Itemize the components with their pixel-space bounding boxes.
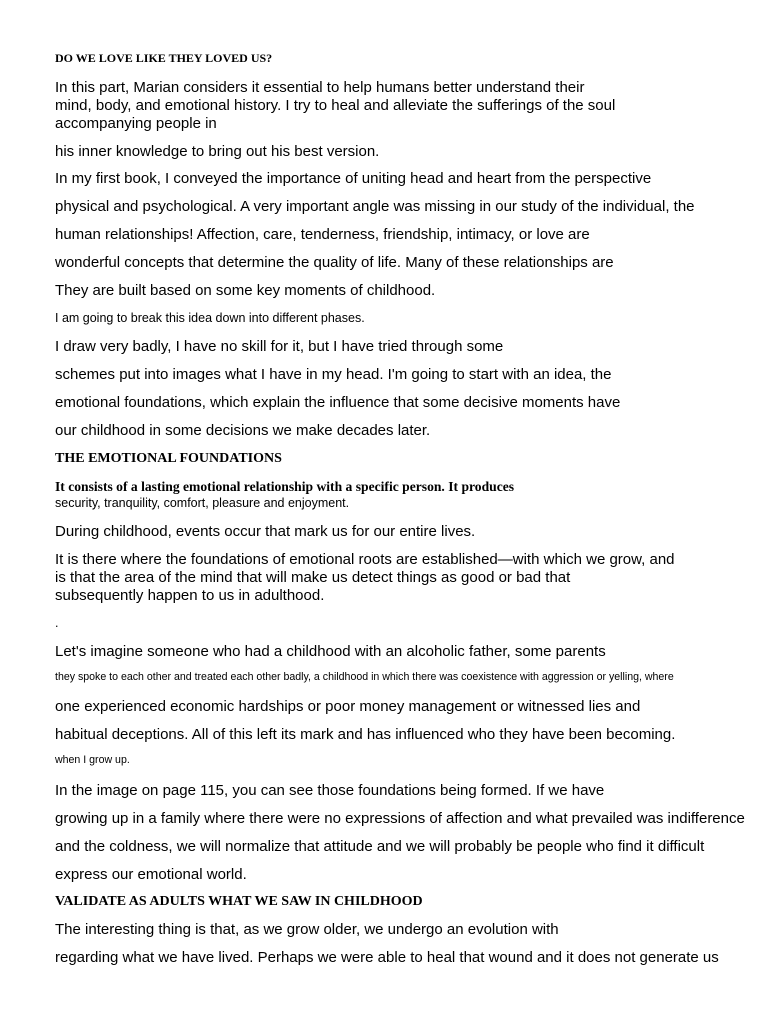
- paragraph-line: accompanying people in: [55, 115, 217, 132]
- document-title: DO WE LOVE LIKE THEY LOVED US?: [55, 51, 273, 65]
- paragraph-line: They are built based on some key moments of childhood.: [55, 282, 436, 299]
- stray-dot: .: [55, 616, 59, 630]
- paragraph-line: In this part, Marian considers it essential to help humans better understand their: [55, 79, 585, 96]
- paragraph-line: growing up in a family where there were no expressions of affection and what prevailed was indifference: [55, 810, 745, 827]
- paragraph-line: I am going to break this idea down into different phases.: [55, 311, 365, 325]
- paragraph-line: In the image on page 115, you can see those foundations being formed. If we have: [55, 782, 605, 799]
- paragraph-line: and the coldness, we will normalize that attitude and we will probably be people who find it difficult: [55, 838, 705, 855]
- paragraph-line: In my first book, I conveyed the importance of uniting head and heart from the perspective: [55, 170, 652, 187]
- paragraph-line: human relationships! Affection, care, tenderness, friendship, intimacy, or love are: [55, 226, 590, 243]
- section-lead-continued: security, tranquility, comfort, pleasure and enjoyment.: [55, 496, 350, 510]
- paragraph-line: The interesting thing is that, as we grow older, we undergo an evolution with: [55, 921, 559, 938]
- paragraph-line: his inner knowledge to bring out his best version.: [55, 143, 380, 160]
- paragraph-line: It is there where the foundations of emotional roots are established—with which we grow, and: [55, 551, 675, 568]
- paragraph-line-small: they spoke to each other and treated each other badly, a childhood in which there was coexistence with aggression or yelling, where: [55, 671, 674, 683]
- paragraph-line: regarding what we have lived. Perhaps we were able to heal that wound and it does not generate us: [55, 949, 719, 966]
- paragraph-line: Let's imagine someone who had a childhood with an alcoholic father, some parents: [55, 643, 606, 660]
- paragraph-line: I draw very badly, I have no skill for it, but I have tried through some: [55, 338, 504, 355]
- section-lead: It consists of a lasting emotional relationship with a specific person. It produces: [55, 479, 515, 494]
- paragraph-line: mind, body, and emotional history. I try to heal and alleviate the sufferings of the soul: [55, 97, 616, 114]
- paragraph-line-small: when I grow up.: [55, 754, 130, 766]
- paragraph-line: habitual deceptions. All of this left its mark and has influenced who they have been becoming.: [55, 726, 676, 743]
- paragraph-line: is that the area of the mind that will make us detect things as good or bad that: [55, 569, 571, 586]
- paragraph-line: emotional foundations, which explain the influence that some decisive moments have: [55, 394, 621, 411]
- paragraph-line: wonderful concepts that determine the quality of life. Many of these relationships are: [55, 254, 614, 271]
- paragraph-line: schemes put into images what I have in my head. I'm going to start with an idea, the: [55, 366, 612, 383]
- section-heading: VALIDATE AS ADULTS WHAT WE SAW IN CHILDHOOD: [55, 894, 423, 909]
- paragraph-line: our childhood in some decisions we make decades later.: [55, 422, 431, 439]
- paragraph-line: physical and psychological. A very important angle was missing in our study of the individual, the: [55, 198, 695, 215]
- paragraph-line: express our emotional world.: [55, 866, 247, 883]
- paragraph-line: subsequently happen to us in adulthood.: [55, 587, 325, 604]
- paragraph-line: one experienced economic hardships or poor money management or witnessed lies and: [55, 698, 641, 715]
- paragraph-line: During childhood, events occur that mark us for our entire lives.: [55, 523, 476, 540]
- section-heading: THE EMOTIONAL FOUNDATIONS: [55, 451, 282, 466]
